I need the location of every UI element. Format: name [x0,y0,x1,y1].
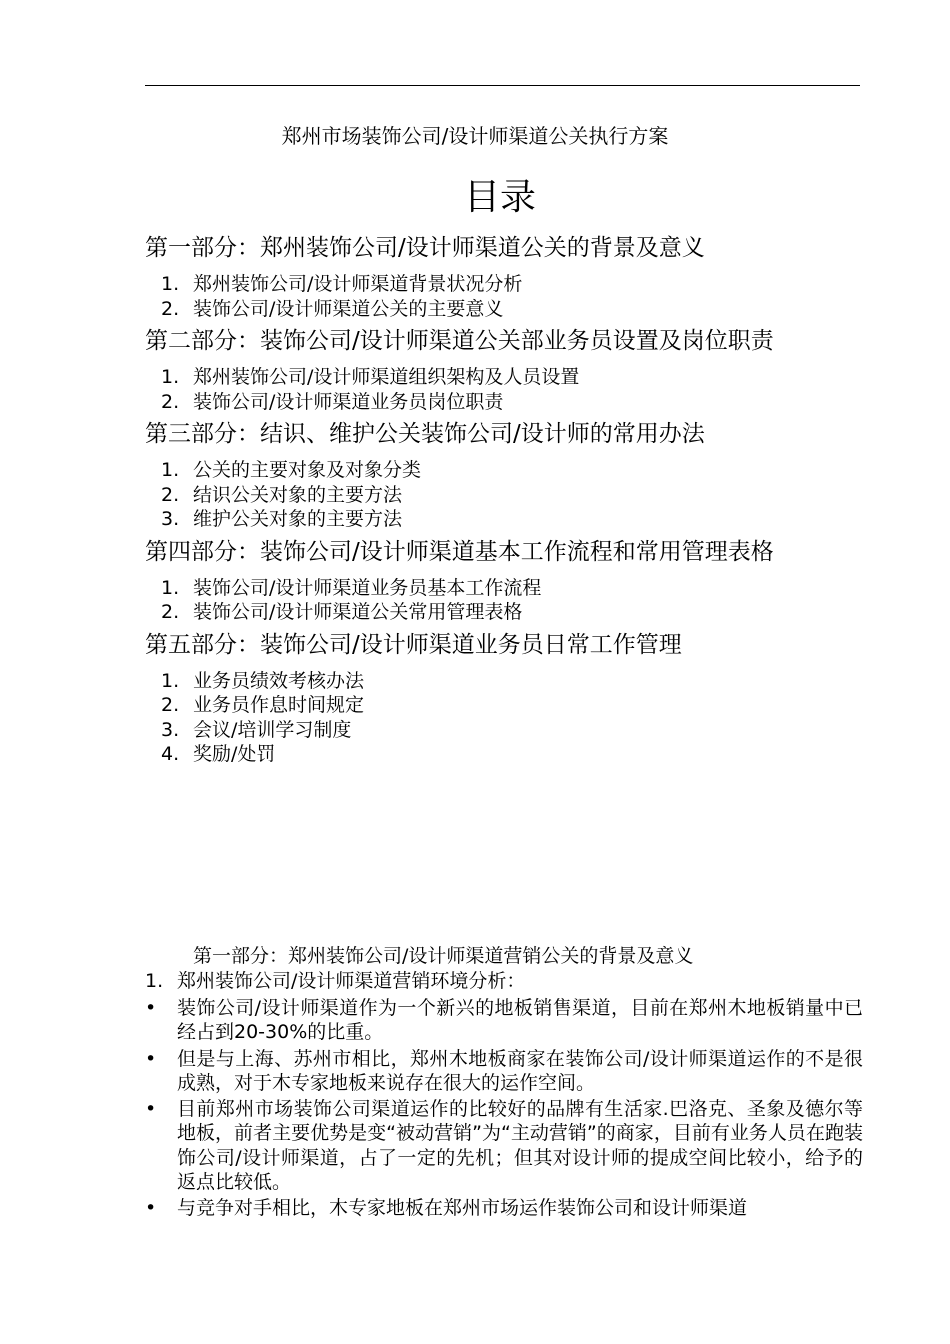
toc-item-number: 3. [161,508,180,530]
bullet-item [145,1196,863,1220]
toc-item-list [145,458,865,532]
toc-item [145,390,865,415]
toc-item-number: 2. [161,694,180,716]
toc-part [145,232,865,321]
toc-item-number: 4. [161,743,180,765]
toc-item-number: 2. [161,390,180,413]
toc-part-title: 第四部分：装饰公司/设计师渠道基本工作流程和常用管理表格 [145,538,774,565]
toc-item-number: 2. [161,601,180,623]
toc-part-title: 第五部分：装饰公司/设计师渠道业务员日常工作管理 [145,631,682,658]
toc-item [145,458,865,483]
toc-item-text: 业务员绩效考核办法 [193,669,365,692]
toc-item-number: 1. [161,669,180,692]
toc-item-list [145,576,865,625]
toc-item-list [145,365,865,414]
toc-item-text: 业务员作息时间规定 [193,694,365,716]
bullet-text: 但是与上海、苏州市相比，郑州木地板商家在装饰公司/设计师渠道运作的不是很成熟，对于木专家地板来说存在很大的运作空间。 [177,1047,863,1094]
bullet-dot: • [145,1047,157,1070]
toc-item-text: 装饰公司/设计师渠道业务员岗位职责 [193,390,504,413]
bullet-item [145,996,863,1045]
toc-part-title: 第一部分：郑州装饰公司/设计师渠道公关的背景及意义 [145,235,705,261]
toc-item-text: 装饰公司/设计师渠道公关常用管理表格 [193,601,523,623]
toc-item [145,742,865,767]
bullet-dot: • [145,997,157,1019]
toc-item-text: 公关的主要对象及对象分类 [193,459,422,481]
toc-item [145,483,865,508]
header-rule [145,85,860,86]
sub-heading-number: 1. [145,970,164,992]
document-title: 郑州市场装饰公司/设计师渠道公关执行方案 [281,124,669,148]
toc-item-text: 结识公关对象的主要方法 [193,483,403,506]
toc-item [145,507,865,532]
bullet-item [145,1097,863,1194]
toc-part [145,325,865,414]
toc-part [145,536,865,625]
bullet-item [145,1047,863,1096]
toc-item-text: 维护公关对象的主要方法 [193,508,403,530]
toc-item-list [145,669,865,767]
toc-item-list [145,272,865,321]
toc-item [145,297,865,322]
toc-item [145,576,865,601]
bullet-dot: • [145,1197,157,1220]
toc-part-title: 第三部分：结识、维护公关装饰公司/设计师的常用办法 [145,421,705,447]
bullet-list [145,996,863,1221]
toc-item-text: 装饰公司/设计师渠道业务员基本工作流程 [193,576,542,599]
toc-item [145,693,865,718]
bullet-dot: • [145,1098,157,1121]
sub-heading [145,969,863,994]
toc-item-number: 1. [161,459,180,481]
toc-item-number: 2. [161,483,180,506]
toc-item [145,669,865,694]
toc-part-title: 第二部分：装饰公司/设计师渠道公关部业务员设置及岗位职责 [145,328,774,354]
toc-heading: 目录 [463,177,536,218]
toc-item [145,365,865,390]
toc-item-number: 2. [161,297,180,320]
toc-item-text: 装饰公司/设计师渠道公关的主要意义 [193,297,504,320]
table-of-contents [145,232,865,771]
toc-item-text: 郑州装饰公司/设计师渠道组织架构及人员设置 [193,366,580,388]
toc-part [145,418,865,532]
toc-item-number: 1. [161,576,180,599]
toc-item-number: 1. [161,273,180,295]
toc-item [145,272,865,297]
toc-item [145,718,865,743]
toc-item-number: 3. [161,718,180,741]
bullet-text: 目前郑州市场装饰公司渠道运作的比较好的品牌有生活家.巴洛克、圣象及德尔等地板，前者主要优势是变“被动营销”为“主动营销”的商家，目前有业务人员在跑装饰公司/设计师渠道，占了一定的先机；但其对设计师的提成空间比较小，给予的返点比较低。 [177,1098,863,1194]
toc-part [145,629,865,767]
toc-item-text: 奖励/处罚 [193,743,276,765]
body-section [145,943,863,1221]
toc-item-text: 郑州装饰公司/设计师渠道背景状况分析 [193,273,523,295]
bullet-text: 与竞争对手相比，木专家地板在郑州市场运作装饰公司和设计师渠道 [177,1197,748,1220]
section-title: 第一部分：郑州装饰公司/设计师渠道营销公关的背景及意义 [193,945,694,967]
bullet-text: 装饰公司/设计师渠道作为一个新兴的地板销售渠道，目前在郑州木地板销量中已经占到20-30%的比重。 [177,997,863,1044]
sub-heading-text: 郑州装饰公司/设计师渠道营销环境分析： [177,970,526,992]
toc-item [145,600,865,625]
toc-item-number: 1. [161,366,180,388]
toc-item-text: 会议/培训学习制度 [193,718,352,741]
